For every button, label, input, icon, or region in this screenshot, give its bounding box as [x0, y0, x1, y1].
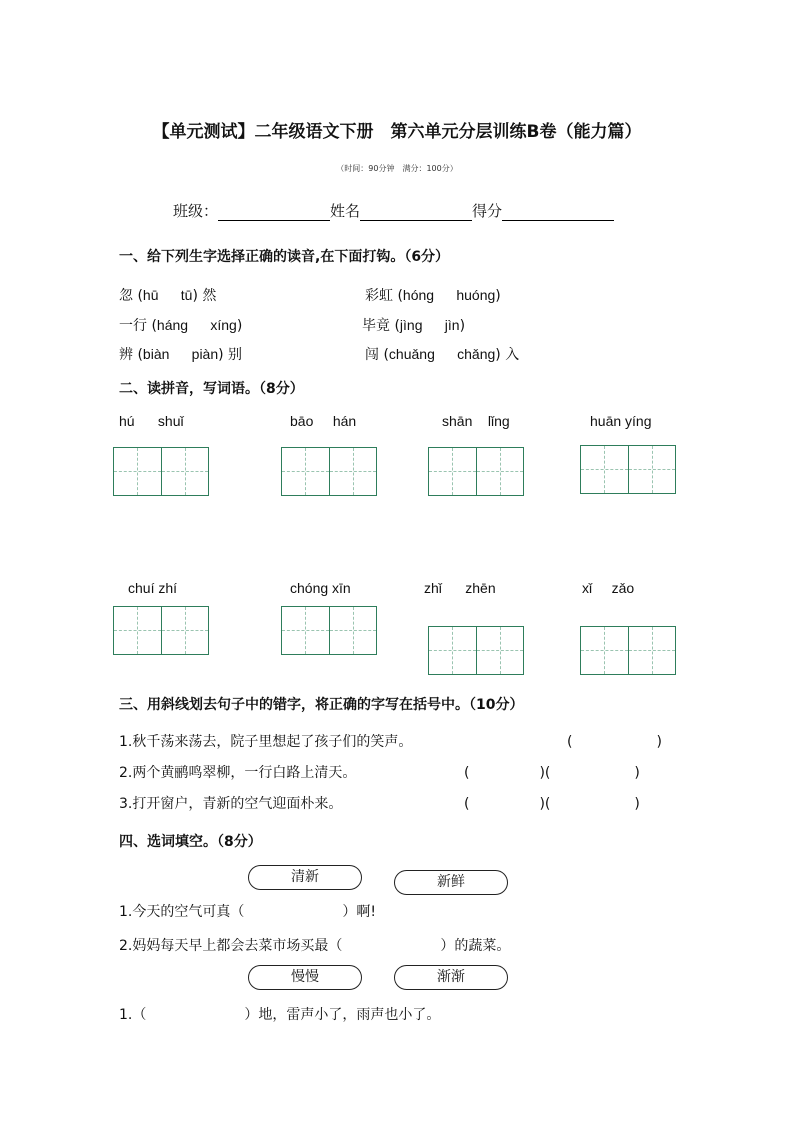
word-choice-pill[interactable]: 渐渐 [394, 965, 508, 990]
writing-grid[interactable] [281, 447, 377, 496]
class-label: 班级： [173, 202, 219, 220]
answer-paren[interactable]: ( )( ) [464, 796, 640, 812]
pinyin-label: shān lǐng [442, 413, 510, 429]
class-blank[interactable] [218, 203, 330, 221]
pinyin-label: xǐ zǎo [582, 580, 635, 596]
pinyin-label: bāo hán [290, 413, 357, 429]
pinyin-option[interactable]: tū [180, 287, 193, 303]
q3-sentence: 2.两个黄鹂鸣翠柳，一行白路上清天。 [119, 765, 357, 781]
q4-sentence: 2.妈妈每天早上都会去菜市场买最（ ）的蔬菜。 [119, 938, 511, 954]
pinyin-option[interactable]: jìng [399, 317, 423, 333]
pinyin-option[interactable]: chǎng [457, 346, 496, 362]
q3-sentence: 1.秋千荡来荡去，院子里想起了孩子们的笑声。 [119, 734, 413, 750]
exam-info: （时间：90分钟 满分：100分） [336, 164, 458, 173]
writing-grid[interactable] [428, 447, 524, 496]
writing-grid[interactable] [281, 606, 377, 655]
q1-item: 闯 (chuǎng chǎng) 入 [365, 346, 520, 363]
answer-paren[interactable]: ( ) [567, 734, 662, 750]
writing-grid[interactable] [580, 626, 676, 675]
pinyin-option[interactable]: háng [156, 317, 189, 333]
q1-item: 毕竟 (jìng jìn) [362, 317, 466, 334]
pinyin-label: chóng xīn [290, 580, 351, 596]
writing-grid[interactable] [113, 447, 209, 496]
pinyin-label: huān yíng [590, 413, 652, 429]
pinyin-option[interactable]: biàn [142, 346, 170, 362]
q1-item: 辨 (biàn piàn) 别 [119, 346, 243, 363]
word-choice-pill[interactable]: 慢慢 [248, 965, 362, 990]
q1-item: 彩虹 (hóng huóng) [365, 287, 501, 304]
pinyin-option[interactable]: hóng [402, 287, 435, 303]
page-title: 【单元测试】二年级语文下册 第六单元分层训练B卷（能力篇） [152, 122, 642, 142]
writing-grid[interactable] [428, 626, 524, 675]
score-label: 得分 [472, 202, 503, 220]
q4-heading: 四、选词填空。（8分） [119, 834, 262, 850]
q3-heading: 三、用斜线划去句子中的错字，将正确的字写在括号中。（10分） [119, 697, 524, 713]
word-choice-pill[interactable]: 新鲜 [394, 870, 508, 895]
name-label: 姓名 [330, 202, 361, 220]
q2-heading: 二、读拼音，写词语。（8分） [119, 381, 304, 397]
answer-paren[interactable]: ( )( ) [464, 765, 640, 781]
pinyin-option[interactable]: jìn [444, 317, 460, 333]
q3-sentence: 3.打开窗户，青新的空气迎面朴来。 [119, 796, 343, 812]
pinyin-label: zhǐ zhēn [424, 580, 496, 596]
writing-grid[interactable] [113, 606, 209, 655]
pinyin-option[interactable]: hū [142, 287, 159, 303]
word-choice-pill[interactable]: 清新 [248, 865, 362, 890]
pinyin-label: chuí zhí [128, 580, 178, 596]
q4-sentence: 1.今天的空气可真（ ）啊! [119, 904, 376, 920]
pinyin-option[interactable]: chuǎng [388, 346, 435, 362]
name-blank[interactable] [360, 203, 472, 221]
pinyin-label: hú shuǐ [119, 413, 184, 429]
q1-item: 忽 (hū tū) 然 [119, 287, 217, 304]
student-info-row [173, 200, 614, 221]
q1-item: 一行 (háng xíng) [119, 317, 243, 334]
pinyin-option[interactable]: xíng [210, 317, 237, 333]
writing-grid[interactable] [580, 445, 676, 494]
pinyin-option[interactable]: huóng [456, 287, 496, 303]
pinyin-option[interactable]: piàn [191, 346, 219, 362]
q1-heading: 一、给下列生字选择正确的读音,在下面打钩。（6分） [119, 249, 450, 265]
q4-sentence: 1.（ ）地，雷声小了，雨声也小了。 [119, 1007, 441, 1023]
score-blank[interactable] [502, 203, 614, 221]
